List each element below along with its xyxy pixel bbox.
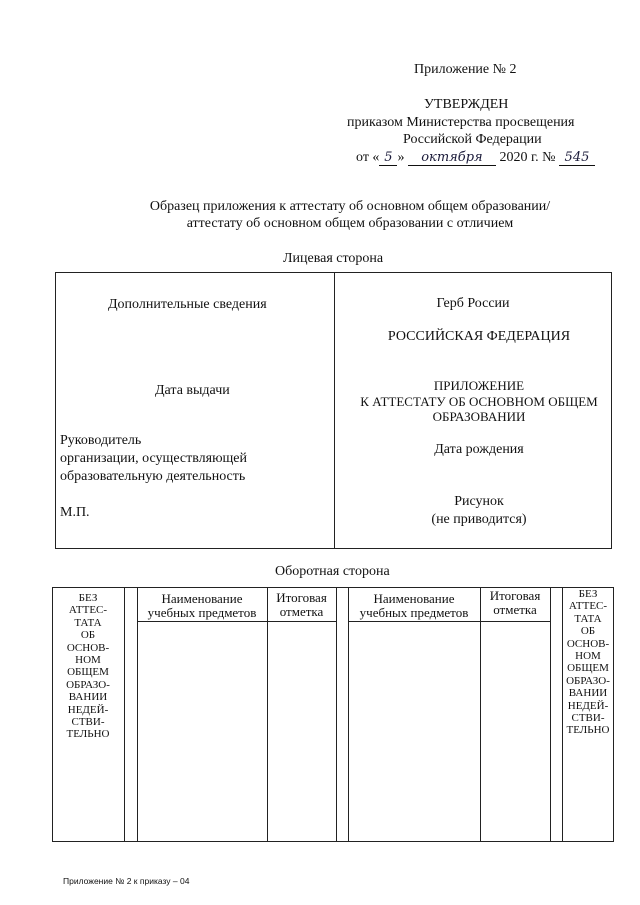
birth-date-label: Дата рождения xyxy=(434,442,524,457)
back-header-separator xyxy=(348,621,550,622)
picture-label-line-2: (не приводится) xyxy=(431,512,527,527)
front-side-heading: Лицевая сторона xyxy=(283,251,384,266)
order-line-2: Российской Федерации xyxy=(403,132,542,147)
order-line-1: приказом Министерства просвещения xyxy=(347,115,575,130)
subject-header-line-1: Наименование xyxy=(161,591,243,606)
date-day: 5 xyxy=(379,150,397,166)
subject-header-line-2: учебных предметов xyxy=(147,605,257,620)
subject-header-line-2: учебных предметов xyxy=(359,605,469,620)
date-year: 2020 г. № xyxy=(499,150,556,165)
invalid-stamp-right: БЕЗ АТТЕС- ТАТА ОБ ОСНОВ- НОМ ОБЩЕМ ОБРАЗО- ВАНИИ НЕДЕЙ- СТВИ- ТЕЛЬНО xyxy=(566,588,610,737)
invalid-stamp-left: БЕЗ АТТЕС- ТАТА ОБ ОСНОВ- НОМ ОБЩЕМ ОБРАЗО- ВАНИИ НЕДЕЙ- СТВИ- ТЕЛЬНО xyxy=(66,592,110,741)
grade-header-line-2: отметка xyxy=(493,602,537,617)
back-col-line xyxy=(348,587,349,842)
appendix-title-line-2: К АТТЕСТАТУ ОБ ОСНОВНОМ ОБЩЕМ xyxy=(360,394,598,409)
back-col-line xyxy=(124,587,125,842)
back-side-heading: Оборотная сторона xyxy=(275,564,390,579)
issue-date-label: Дата выдачи xyxy=(155,383,230,398)
country-label: РОССИЙСКАЯ ФЕДЕРАЦИЯ xyxy=(387,329,571,344)
head-label-line-3: образовательную деятельность xyxy=(60,469,246,484)
back-col-line xyxy=(336,587,337,842)
grade-header-line-2: отметка xyxy=(279,604,324,619)
back-col-line xyxy=(137,587,138,842)
appendix-title-line-1: ПРИЛОЖЕНИЕ xyxy=(433,378,525,393)
seal-label: М.П. xyxy=(60,505,90,520)
back-col-line xyxy=(267,587,268,842)
appendix-number: Приложение № 2 xyxy=(414,62,517,77)
appendix-title-line-3: ОБРАЗОВАНИИ xyxy=(432,409,526,424)
grade-header-line-1: Итоговая xyxy=(489,588,541,603)
order-number: 545 xyxy=(559,150,595,166)
page-footer: Приложение № 2 к приказу – 04 xyxy=(63,876,190,886)
date-prefix: от « xyxy=(356,150,380,165)
emblem-label: Герб России xyxy=(436,296,510,311)
grade-header-line-1: Итоговая xyxy=(276,590,327,605)
date-month: октября xyxy=(408,150,496,166)
additional-info-label: Дополнительные сведения xyxy=(108,297,267,312)
doc-title-line-2: аттестату об основном общем образовании с отличием xyxy=(186,216,514,231)
picture-label-line-1: Рисунок xyxy=(454,494,504,509)
back-col-line xyxy=(480,587,481,842)
head-label-line-2: организации, осуществляющей xyxy=(60,451,248,466)
back-header-separator xyxy=(137,621,336,622)
back-col-line xyxy=(550,587,551,842)
approved-label: УТВЕРЖДЕН xyxy=(424,97,509,112)
date-mid: » xyxy=(397,150,405,165)
subject-header-line-1: Наименование xyxy=(373,591,455,606)
doc-title-line-1: Образец приложения к аттестату об основном общем образовании/ xyxy=(149,199,551,214)
order-date-line xyxy=(356,150,595,166)
head-label-line-1: Руководитель xyxy=(60,433,142,448)
